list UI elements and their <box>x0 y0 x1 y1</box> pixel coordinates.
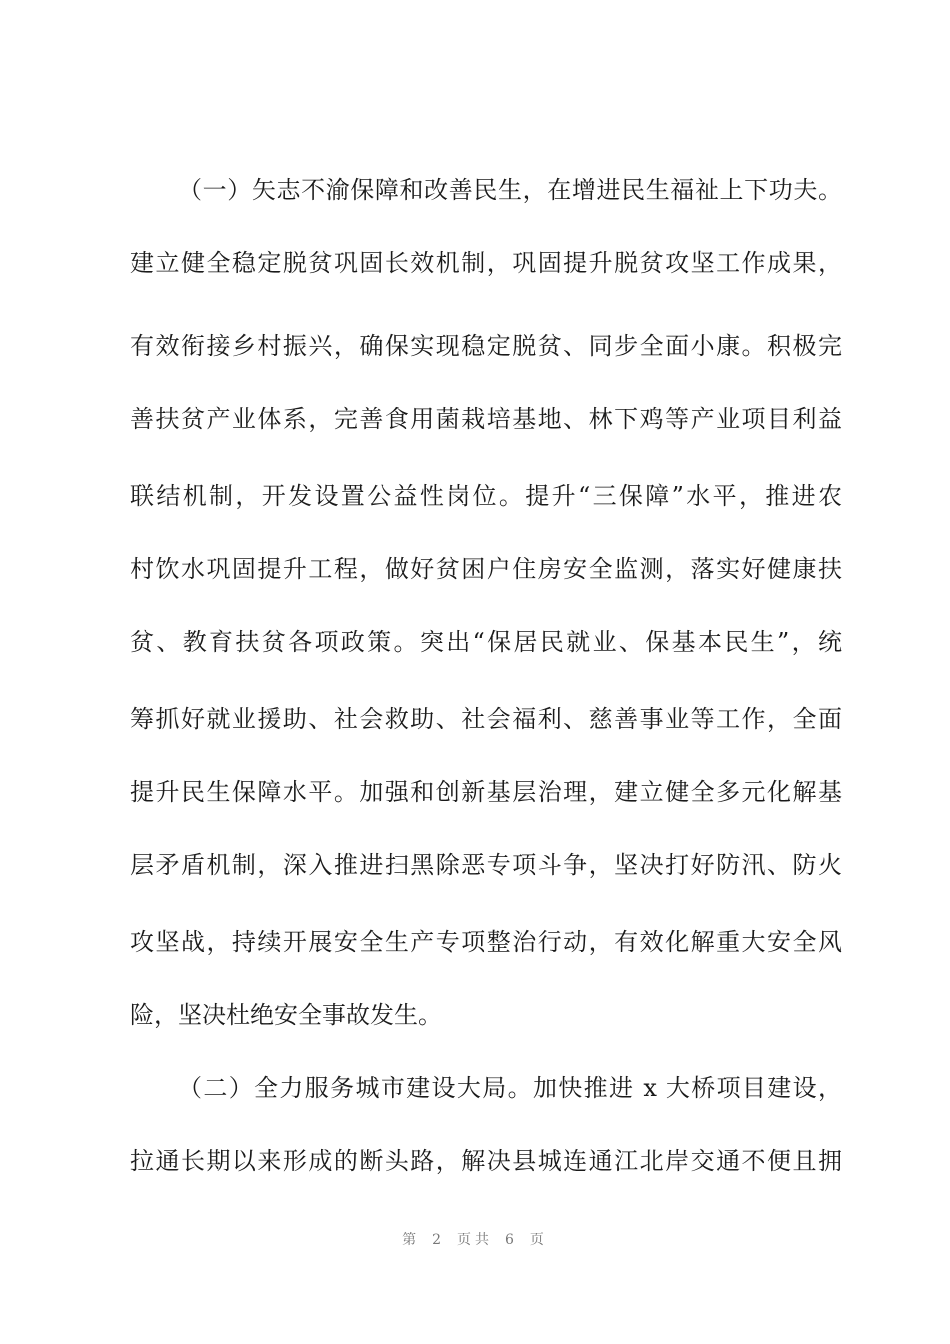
paragraph-2-line-1: （二）全力服务城市建设大局。加快推进 x 大桥项目建设， <box>178 1074 842 1102</box>
paragraph-2-line-2: 拉通长期以来形成的断头路，解决县城连通江北岸交通不便且拥 <box>130 1147 842 1175</box>
paragraph-1-line-2: 建立健全稳定脱贫巩固长效机制，巩固提升脱贫攻坚工作成果， <box>130 249 842 277</box>
paragraph-1-line-8: 筹抓好就业援助、社会救助、社会福利、慈善事业等工作，全面 <box>130 705 842 733</box>
paragraph-1-line-12: 险，坚决杜绝安全事故发生。 <box>130 1001 442 1029</box>
paragraph-1-line-5: 联结机制，开发设置公益性岗位。提升“三保障”水平，推进农 <box>130 482 842 510</box>
footer-total-pages: 6 <box>505 1232 518 1248</box>
footer-prefix: 第 <box>402 1232 421 1248</box>
paragraph-1-line-6: 村饮水巩固提升工程，做好贫困户住房安全监测，落实好健康扶 <box>130 555 842 583</box>
paragraph-1-line-11: 攻坚战，持续开展安全生产专项整治行动，有效化解重大安全风 <box>130 928 842 956</box>
paragraph-1-line-1: （一）矢志不渝保障和改善民生，在增进民生福祉上下功夫。 <box>178 176 842 204</box>
footer-middle: 页共 <box>457 1232 493 1248</box>
paragraph-1-line-7: 贫、教育扶贫各项政策。突出“保居民就业、保基本民生”，统 <box>130 628 842 656</box>
footer-current-page: 2 <box>432 1232 445 1248</box>
paragraph-1-line-10: 层矛盾机制，深入推进扫黑除恶专项斗争，坚决打好防汛、防火 <box>130 851 842 879</box>
footer-suffix: 页 <box>529 1232 548 1248</box>
page-footer <box>0 1228 950 1252</box>
paragraph-1-line-9: 提升民生保障水平。加强和创新基层治理，建立健全多元化解基 <box>130 778 842 806</box>
paragraph-1-line-4: 善扶贫产业体系，完善食用菌栽培基地、林下鸡等产业项目利益 <box>130 405 842 433</box>
paragraph-1-line-3: 有效衔接乡村振兴，确保实现稳定脱贫、同步全面小康。积极完 <box>130 332 842 360</box>
